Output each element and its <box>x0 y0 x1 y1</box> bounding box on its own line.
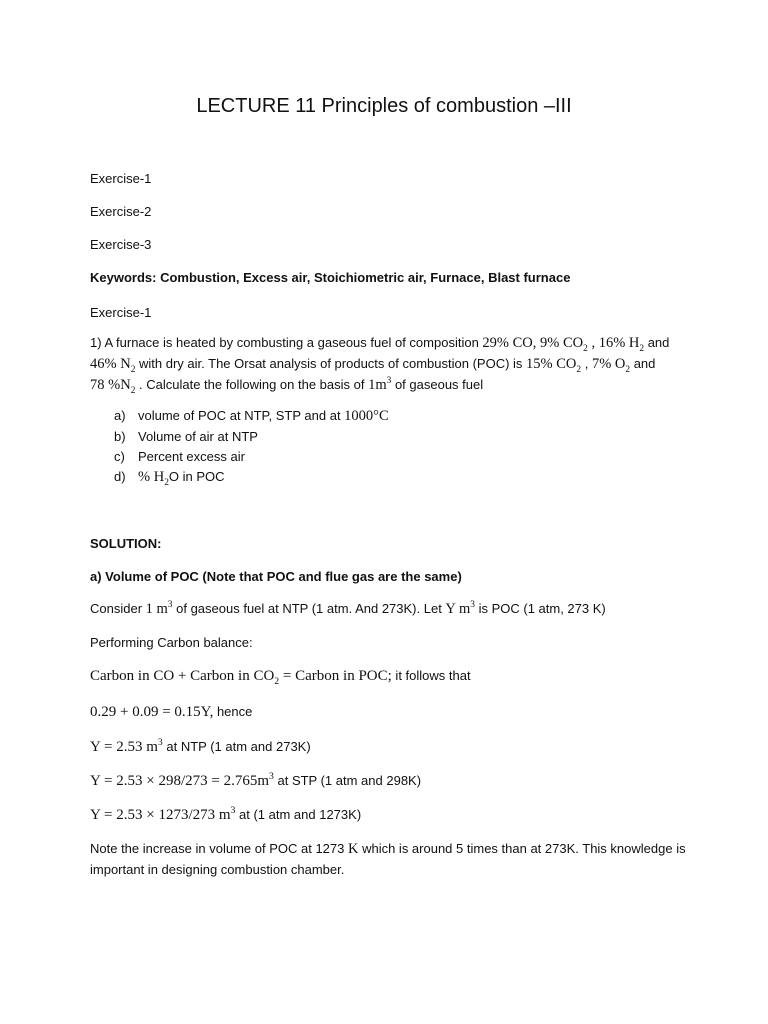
list-item: b) Volume of air at NTP <box>114 429 258 444</box>
page-title: LECTURE 11 Principles of combustion –III <box>196 95 572 117</box>
list-item: c) Percent excess air <box>114 449 245 464</box>
equation-3: Y = 2.53 $m^3$ at NTP (1 atm and 273K) <box>90 737 311 755</box>
solution-subheading: a) Volume of POC (Note that POC and flue gas are the same) <box>90 569 462 584</box>
consider-line: Consider 1 $m^3$ of gaseous fuel at NTP (1 atm. And 273K). Let Y $m^3$ is POC (1 atm, 273 K) <box>90 600 606 617</box>
problem-line-1: 1) A furnace is heated by combusting a gaseous fuel of composition 29% CO, 9% $CO_2$ , 16% $H_2$ and <box>90 335 670 354</box>
keywords-line: Keywords: Combustion, Excess air, Stoichiometric air, Furnace, Blast furnace <box>90 270 571 285</box>
contents-item-2: Exercise-2 <box>90 204 152 219</box>
list-item: d) % $H_2O$ in POC <box>114 469 225 488</box>
equation-2: 0.29 + 0.09 = 0.15Y, hence <box>90 704 253 720</box>
problem-line-2: 46% $N_2$ with dry air. The Orsat analysis of products of combustion (POC) is 15% $CO_2$ , 7% $O_2$ and <box>90 356 656 375</box>
note-line-1: Note the increase in volume of POC at 1273 K which is around 5 times than at 273K. This knowledge is <box>90 841 686 857</box>
solution-heading: SOLUTION: <box>90 536 162 551</box>
equation-4: $Y = 2.53 \times 298/273 = 2.765m^3$ at STP (1 atm and 298K) <box>90 771 422 789</box>
exercise-heading: Exercise-1 <box>90 305 152 320</box>
contents-item-3: Exercise-3 <box>90 237 152 252</box>
note-line-2: important in designing combustion chamber. <box>90 862 345 877</box>
problem-text: 1) A furnace is heated by combusting a gaseous fuel of composition <box>90 335 483 350</box>
equation-1: Carbon in CO + Carbon in $CO_2$ = Carbon in POC; it follows that <box>90 668 471 687</box>
equation-5: Y = 2.53 × 1273/273 $m^3$ at (1 atm and 1273K) <box>90 805 362 823</box>
problem-line-3: 78 $\%N_2$ . Calculate the following on the basis of $1m^3$ of gaseous fuel <box>90 376 484 396</box>
carbon-balance-label: Performing Carbon balance: <box>90 635 253 650</box>
contents-item-1: Exercise-1 <box>90 171 152 186</box>
list-item: a) volume of POC at NTP, STP and at 1000°C <box>114 408 389 424</box>
composition-math: 29% CO, 9% $CO_2$ , 16% $H_2$ <box>482 335 645 354</box>
